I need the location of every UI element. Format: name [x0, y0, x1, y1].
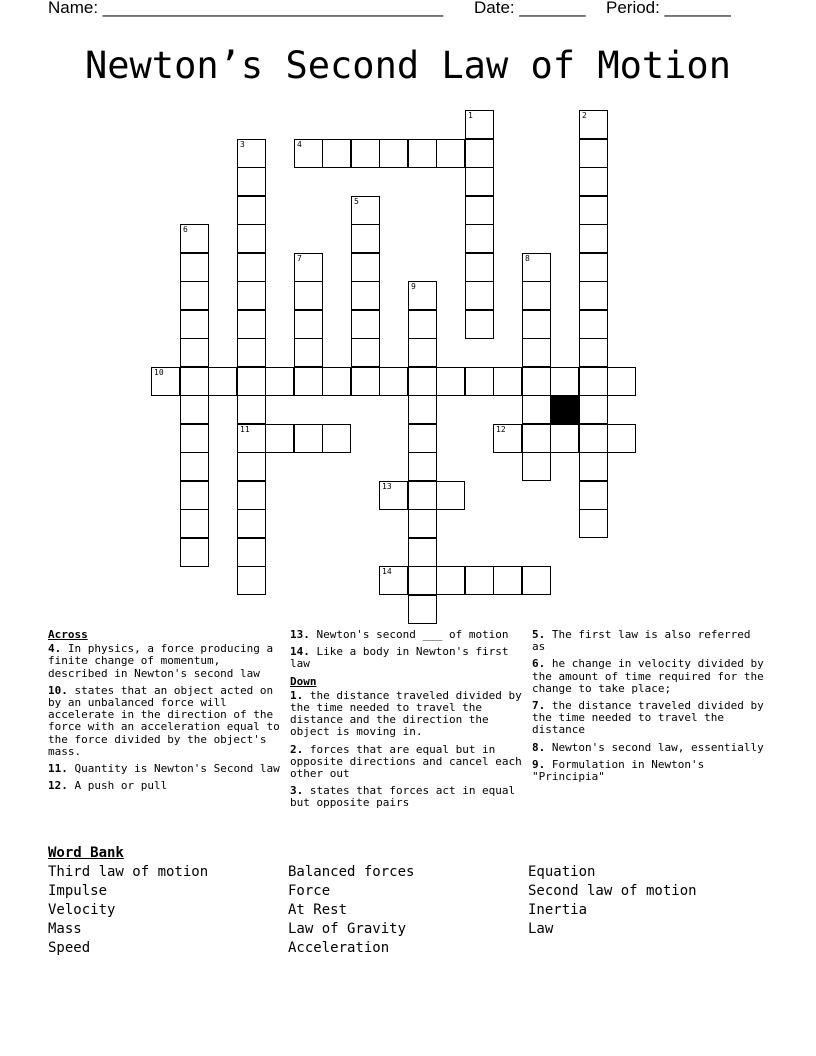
- word-bank-item: Impulse: [48, 883, 108, 899]
- crossword-cell[interactable]: [493, 367, 522, 396]
- clue-text: In physics, a force producing a finite change of momentum, described in Newton's second law: [48, 642, 274, 680]
- crossword-cell[interactable]: [294, 139, 323, 168]
- clue-across-13: [290, 629, 522, 641]
- crossword-cell[interactable]: [265, 367, 294, 396]
- crossword-cell[interactable]: [408, 424, 437, 453]
- crossword-cell[interactable]: [408, 595, 437, 624]
- crossword-cell[interactable]: [180, 367, 209, 396]
- cell-number: 11: [240, 425, 250, 434]
- clue-text: Like a body in Newton's first law: [290, 645, 509, 671]
- clue-text: A push or pull: [74, 779, 168, 793]
- clue-number: 13.: [290, 628, 310, 641]
- clue-down-2: [290, 744, 522, 781]
- crossword-cell[interactable]: [237, 167, 266, 196]
- crossword-cell[interactable]: [351, 253, 380, 282]
- crossword-cell[interactable]: [322, 139, 351, 168]
- date-field-label: Date: _______: [474, 0, 586, 17]
- crossword-cell[interactable]: [408, 538, 437, 567]
- word-bank-item: Balanced forces: [288, 864, 415, 880]
- clue-number: 8.: [532, 740, 546, 754]
- crossword-cell[interactable]: [579, 224, 608, 253]
- crossword-cell[interactable]: [237, 452, 266, 481]
- crossword-cell[interactable]: [550, 424, 579, 453]
- crossword-cell[interactable]: [579, 367, 608, 396]
- word-bank-column-1: [48, 863, 288, 958]
- crossword-cell[interactable]: [465, 224, 494, 253]
- word-bank-item: Force: [288, 883, 331, 899]
- crossword-cell[interactable]: [579, 424, 608, 453]
- word-bank-item: Inertia: [528, 902, 588, 918]
- cell-number: 1: [468, 111, 473, 120]
- crossword-cell[interactable]: [322, 367, 351, 396]
- clue-text: the distance traveled divided by the time needed to travel the distance and the direction the object is moving in.: [290, 688, 522, 739]
- cell-number: 9: [411, 282, 416, 291]
- word-bank-column-3: [528, 863, 768, 939]
- clue-text: states that an object acted on by an unbalanced force will accelerate in the direction of the force with an acceleration equal to the force divided by the object's mass.: [48, 683, 280, 758]
- across-heading: Across: [48, 628, 88, 641]
- clue-text: Newton's second law, essentially: [551, 740, 764, 754]
- cell-number: 8: [525, 254, 530, 263]
- crossword-cell[interactable]: [322, 424, 351, 453]
- crossword-cell[interactable]: [379, 139, 408, 168]
- crossword-cell[interactable]: [522, 424, 551, 453]
- crossword-cell[interactable]: [408, 310, 437, 339]
- crossword-cell[interactable]: [208, 367, 237, 396]
- crossword-cell[interactable]: [579, 167, 608, 196]
- crossword-cell[interactable]: [237, 224, 266, 253]
- clue-text: Formulation in Newton's "Principia": [532, 757, 705, 784]
- crossword-cell[interactable]: [465, 196, 494, 225]
- crossword-cell[interactable]: [294, 338, 323, 367]
- crossword-cell[interactable]: [351, 338, 380, 367]
- crossword-cell[interactable]: [180, 395, 209, 424]
- word-bank-item: Mass: [48, 921, 82, 937]
- crossword-cell[interactable]: [579, 253, 608, 282]
- crossword-cell[interactable]: [436, 139, 465, 168]
- crossword-black-cell: [550, 395, 579, 424]
- crossword-cell[interactable]: [579, 310, 608, 339]
- crossword-cell[interactable]: [550, 367, 579, 396]
- crossword-cell[interactable]: [237, 253, 266, 282]
- crossword-cell[interactable]: [579, 509, 608, 538]
- crossword-cell[interactable]: [237, 196, 266, 225]
- crossword-cell[interactable]: [294, 281, 323, 310]
- crossword-cell[interactable]: [408, 367, 437, 396]
- clue-number: 5.: [532, 628, 546, 641]
- crossword-cell[interactable]: [294, 367, 323, 396]
- clue-text: The first law is also referred as: [532, 628, 751, 654]
- clue-number: 1.: [290, 688, 304, 702]
- crossword-cell[interactable]: [522, 367, 551, 396]
- clue-text: forces that are equal but in opposite directions and cancel each other out: [290, 742, 522, 781]
- crossword-cell[interactable]: [522, 395, 551, 424]
- crossword-cell[interactable]: [294, 310, 323, 339]
- crossword-cell[interactable]: [436, 481, 465, 510]
- crossword-cell[interactable]: [522, 281, 551, 310]
- crossword-cell[interactable]: [180, 481, 209, 510]
- clue-across-4: [48, 643, 280, 680]
- crossword-cell[interactable]: [436, 367, 465, 396]
- crossword-cell[interactable]: [180, 253, 209, 282]
- crossword-cell[interactable]: [465, 367, 494, 396]
- word-bank-heading: Word Bank: [48, 845, 124, 861]
- crossword-cell[interactable]: [522, 253, 551, 282]
- clue-text: he change in velocity divided by the amount of time required for the change to take place;: [532, 657, 764, 695]
- crossword-cell[interactable]: [465, 253, 494, 282]
- crossword-cell[interactable]: [151, 367, 180, 396]
- crossword-cell[interactable]: [436, 566, 465, 595]
- clue-number: 6.: [532, 657, 546, 671]
- crossword-cell[interactable]: [408, 509, 437, 538]
- crossword-cell[interactable]: [579, 110, 608, 139]
- clue-text: states that forces act in equal but opposite pairs: [290, 784, 516, 810]
- crossword-cell[interactable]: [237, 139, 266, 168]
- clue-number: 2.: [290, 742, 304, 756]
- crossword-cell[interactable]: [237, 338, 266, 367]
- clue-text: the distance traveled divided by the time needed to travel the distance: [532, 699, 764, 737]
- crossword-cell[interactable]: [237, 395, 266, 424]
- crossword-cell[interactable]: [408, 139, 437, 168]
- crossword-cell[interactable]: [180, 452, 209, 481]
- crossword-cell[interactable]: [408, 566, 437, 595]
- cell-number: 10: [154, 368, 164, 377]
- crossword-cell[interactable]: [237, 481, 266, 510]
- crossword-cell[interactable]: [607, 424, 636, 453]
- crossword-cell[interactable]: [180, 424, 209, 453]
- crossword-cell[interactable]: [579, 481, 608, 510]
- crossword-cell[interactable]: [408, 452, 437, 481]
- crossword-cell[interactable]: [180, 224, 209, 253]
- crossword-cell[interactable]: [379, 367, 408, 396]
- crossword-cell[interactable]: [237, 367, 266, 396]
- crossword-cell[interactable]: [522, 310, 551, 339]
- crossword-cell[interactable]: [237, 509, 266, 538]
- crossword-cell[interactable]: [237, 424, 266, 453]
- crossword-cell[interactable]: [351, 224, 380, 253]
- word-bank-item: Law of Gravity: [288, 921, 407, 937]
- clues-column-2: [290, 629, 522, 815]
- page-title: Newton’s Second Law of Motion: [84, 44, 731, 87]
- crossword-cell[interactable]: [465, 566, 494, 595]
- crossword-cell[interactable]: [465, 167, 494, 196]
- word-bank-item: Velocity: [48, 902, 116, 918]
- word-bank-item: At Rest: [288, 902, 348, 918]
- crossword-cell[interactable]: [408, 395, 437, 424]
- crossword-cell[interactable]: [180, 338, 209, 367]
- cell-number: 7: [297, 254, 302, 263]
- cell-number: 12: [496, 425, 506, 434]
- crossword-cell[interactable]: [237, 310, 266, 339]
- clue-across-14: [290, 646, 522, 670]
- crossword-cell[interactable]: [465, 110, 494, 139]
- crossword-cell[interactable]: [493, 424, 522, 453]
- clues-column-3: [532, 629, 764, 788]
- clue-across-11: [48, 763, 280, 775]
- cell-number: 3: [240, 140, 245, 149]
- crossword-cell[interactable]: [522, 566, 551, 595]
- clue-down-7: [532, 700, 764, 737]
- word-bank-item: Equation: [528, 864, 596, 880]
- clue-down-1: [290, 690, 522, 739]
- crossword-cell[interactable]: [465, 310, 494, 339]
- cell-number: 13: [382, 482, 392, 491]
- cell-number: 4: [297, 140, 302, 149]
- crossword-cell[interactable]: [522, 452, 551, 481]
- word-bank-column-2: [288, 863, 528, 958]
- clue-text: Newton's second ___ of motion: [316, 628, 509, 641]
- crossword-cell[interactable]: [408, 281, 437, 310]
- crossword-cell[interactable]: [408, 338, 437, 367]
- word-bank-item: Speed: [48, 940, 91, 956]
- crossword-cell[interactable]: [180, 281, 209, 310]
- clue-number: 12.: [48, 779, 68, 793]
- crossword-cell[interactable]: [237, 566, 266, 595]
- period-field-label: Period: _______: [606, 0, 731, 17]
- crossword-cell[interactable]: [351, 196, 380, 225]
- word-bank-item: Law: [528, 921, 554, 937]
- word-bank-item: Acceleration: [288, 940, 390, 956]
- clue-across-12: [48, 780, 280, 792]
- crossword-cell[interactable]: [265, 424, 294, 453]
- crossword-cell[interactable]: [579, 196, 608, 225]
- down-heading: Down: [290, 674, 317, 688]
- clue-number: 7.: [532, 699, 546, 713]
- clue-number: 14.: [290, 645, 310, 659]
- crossword-cell[interactable]: [180, 509, 209, 538]
- crossword-cell[interactable]: [522, 338, 551, 367]
- crossword-cell[interactable]: [408, 481, 437, 510]
- crossword-cell[interactable]: [579, 139, 608, 168]
- cell-number: 6: [183, 225, 188, 234]
- clue-number: 4.: [48, 642, 62, 656]
- clue-across-10: [48, 685, 280, 758]
- word-bank-item: Third law of motion: [48, 864, 209, 880]
- crossword-cell[interactable]: [579, 338, 608, 367]
- name-field-label: Name: ____________________________________: [48, 0, 444, 17]
- crossword-cell[interactable]: [351, 310, 380, 339]
- crossword-cell[interactable]: [465, 281, 494, 310]
- word-bank-item: Second law of motion: [528, 883, 697, 899]
- clue-text: Quantity is Newton's Second law: [74, 762, 280, 776]
- crossword-cell[interactable]: [294, 253, 323, 282]
- crossword-cell[interactable]: [237, 538, 266, 567]
- crossword-cell[interactable]: [379, 481, 408, 510]
- clue-down-9: [532, 759, 764, 783]
- clues-column-1: [48, 629, 280, 797]
- clue-number: 10.: [48, 683, 68, 697]
- crossword-cell[interactable]: [579, 281, 608, 310]
- crossword-cell[interactable]: [579, 452, 608, 481]
- crossword-cell[interactable]: [237, 281, 266, 310]
- clue-number: 3.: [290, 784, 304, 798]
- clue-down-5: [532, 629, 764, 653]
- clue-number: 9.: [532, 757, 546, 771]
- cell-number: 5: [354, 197, 359, 206]
- crossword-cell[interactable]: [607, 367, 636, 396]
- crossword-cell[interactable]: [465, 139, 494, 168]
- crossword-cell[interactable]: [579, 395, 608, 424]
- cell-number: 2: [582, 111, 587, 120]
- crossword-cell[interactable]: [379, 566, 408, 595]
- clue-down-6: [532, 658, 764, 695]
- crossword-cell[interactable]: [294, 424, 323, 453]
- crossword-cell[interactable]: [351, 281, 380, 310]
- cell-number: 14: [382, 567, 392, 576]
- crossword-cell[interactable]: [180, 538, 209, 567]
- crossword-cell[interactable]: [351, 367, 380, 396]
- crossword-cell[interactable]: [351, 139, 380, 168]
- clue-number: 11.: [48, 762, 68, 776]
- clue-down-8: [532, 742, 764, 754]
- crossword-cell[interactable]: [180, 310, 209, 339]
- clue-down-3: [290, 785, 522, 809]
- crossword-cell[interactable]: [493, 566, 522, 595]
